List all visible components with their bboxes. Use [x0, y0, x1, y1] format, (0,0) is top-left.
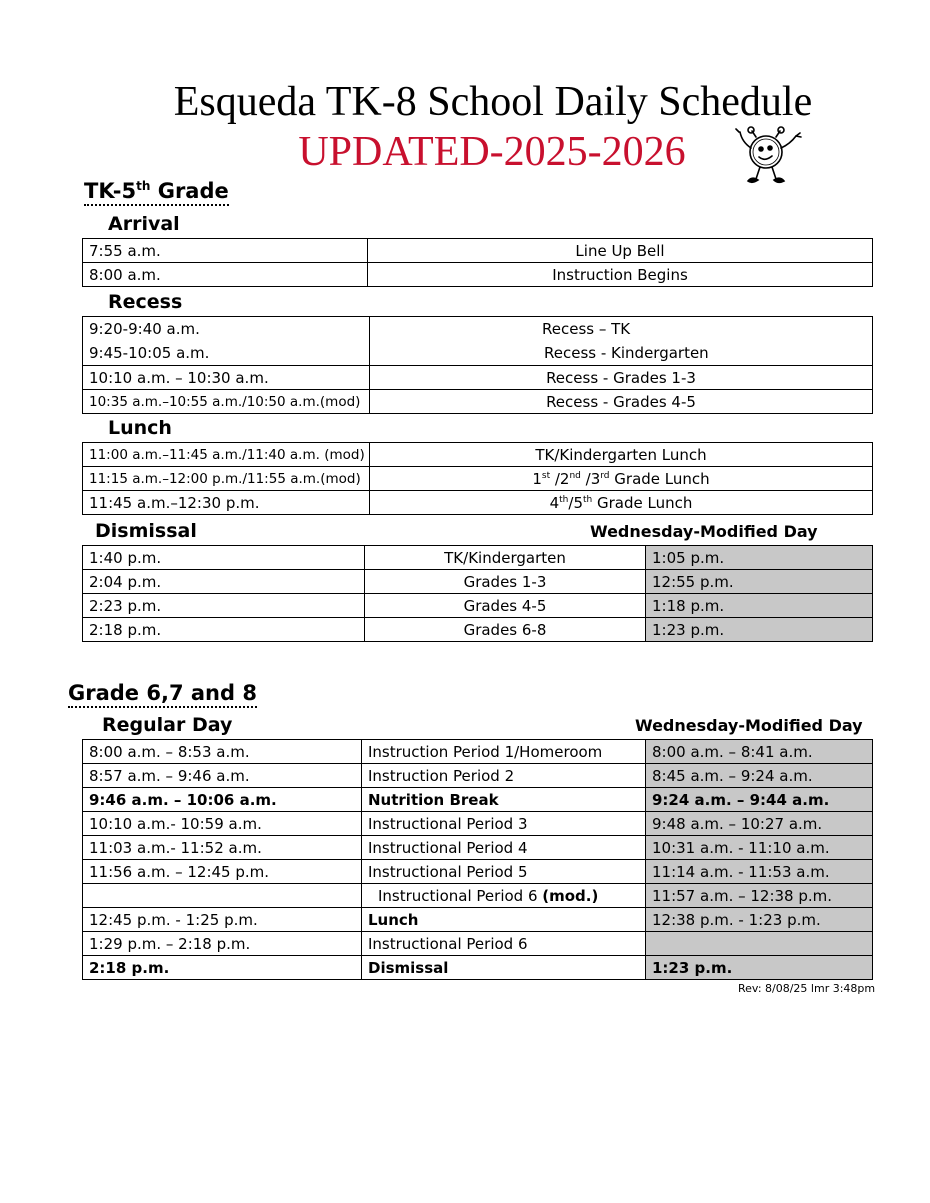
ms-period: Instructional Period 6 — [362, 932, 646, 956]
recess-time: 9:20-9:40 a.m. — [89, 320, 200, 338]
dismissal-time: 2:04 p.m. — [83, 570, 365, 594]
recess-events-cell — [370, 317, 873, 366]
ms-period: Instruction Period 2 — [362, 764, 646, 788]
dismissal-group: TK/Kindergarten — [365, 546, 646, 570]
ms-time: 8:57 a.m. – 9:46 a.m. — [83, 764, 362, 788]
table-row — [83, 491, 873, 515]
table-row — [83, 884, 873, 908]
table-row — [83, 618, 873, 642]
ms-time: 1:29 p.m. – 2:18 p.m. — [83, 932, 362, 956]
arrival-table — [82, 238, 873, 287]
ms-time: 9:46 a.m. – 10:06 a.m. — [83, 788, 362, 812]
table-row — [83, 812, 873, 836]
table-row — [83, 317, 873, 366]
ms-modified-time: 12:38 p.m. - 1:23 p.m. — [646, 908, 873, 932]
grade-6-8-heading: Grade 6,7 and 8 — [68, 680, 257, 708]
clock-mascot-icon — [732, 124, 804, 190]
table-row — [83, 788, 873, 812]
lunch-event: TK/Kindergarten Lunch — [370, 443, 873, 467]
ms-period: Instructional Period 5 — [362, 860, 646, 884]
arrival-label: Arrival — [108, 213, 180, 235]
lunch-time: 11:15 a.m.–12:00 p.m./11:55 a.m.(mod) — [83, 467, 370, 491]
page-title: Esqueda TK-8 School Daily Schedule — [173, 79, 813, 125]
ms-modified-time: 10:31 a.m. - 11:10 a.m. — [646, 836, 873, 860]
ms-time: 8:00 a.m. – 8:53 a.m. — [83, 740, 362, 764]
table-row — [83, 956, 873, 980]
ms-time: 11:56 a.m. – 12:45 p.m. — [83, 860, 362, 884]
recess-event: Recess – TK — [542, 320, 631, 338]
recess-event: Recess - Grades 1-3 — [370, 366, 873, 390]
table-row — [83, 390, 873, 414]
recess-event: Recess - Kindergarten — [544, 344, 709, 362]
dismissal-modified-time: 1:05 p.m. — [646, 546, 873, 570]
ms-period: Instructional Period 3 — [362, 812, 646, 836]
ms-period: Instructional Period 6 (mod.) — [362, 884, 646, 908]
table-row — [83, 860, 873, 884]
lunch-time: 11:45 a.m.–12:30 p.m. — [83, 491, 370, 515]
ms-period: Nutrition Break — [362, 788, 646, 812]
ms-period: Lunch — [362, 908, 646, 932]
table-row — [83, 443, 873, 467]
ms-time — [83, 884, 362, 908]
dismissal-modified-time: 12:55 p.m. — [646, 570, 873, 594]
ms-modified-time: 1:23 p.m. — [646, 956, 873, 980]
regular-day-label: Regular Day — [102, 714, 233, 736]
table-row — [83, 570, 873, 594]
table-row — [83, 546, 873, 570]
dismissal-table — [82, 545, 873, 642]
table-row — [83, 908, 873, 932]
table-row — [83, 239, 873, 263]
table-row — [83, 263, 873, 287]
ms-modified-time — [646, 932, 873, 956]
ms-modified-time: 9:48 a.m. – 10:27 a.m. — [646, 812, 873, 836]
revision-note: Rev: 8/08/25 lmr 3:48pm — [738, 982, 876, 995]
dismissal-group: Grades 6-8 — [365, 618, 646, 642]
table-row — [83, 366, 873, 390]
ms-period: Instruction Period 1/Homeroom — [362, 740, 646, 764]
ms-modified-time: 11:57 a.m. – 12:38 p.m. — [646, 884, 873, 908]
dismissal-time: 2:18 p.m. — [83, 618, 365, 642]
table-row — [83, 467, 873, 491]
ms-period: Dismissal — [362, 956, 646, 980]
dismissal-modified-time: 1:18 p.m. — [646, 594, 873, 618]
lunch-event: 1st /2nd /3rd Grade Lunch — [370, 467, 873, 491]
arrival-event: Line Up Bell — [368, 239, 873, 263]
ms-period: Instructional Period 4 — [362, 836, 646, 860]
arrival-time: 8:00 a.m. — [83, 263, 368, 287]
ms-time: 11:03 a.m.- 11:52 a.m. — [83, 836, 362, 860]
lunch-time: 11:00 a.m.–11:45 a.m./11:40 a.m. (mod) — [83, 443, 370, 467]
recess-label: Recess — [108, 291, 183, 313]
table-row — [83, 740, 873, 764]
arrival-time: 7:55 a.m. — [83, 239, 368, 263]
page-subtitle: UPDATED-2025-2026 — [298, 129, 686, 175]
ms-time: 2:18 p.m. — [83, 956, 362, 980]
table-row — [83, 932, 873, 956]
lunch-event: 4th/5th Grade Lunch — [370, 491, 873, 515]
table-row — [83, 594, 873, 618]
grade-6-8-table — [82, 739, 873, 980]
dismissal-modified-label: Wednesday-Modified Day — [590, 522, 818, 541]
ms-time: 12:45 p.m. - 1:25 p.m. — [83, 908, 362, 932]
recess-event: Recess - Grades 4-5 — [370, 390, 873, 414]
table-row — [83, 764, 873, 788]
ms-modified-time: 8:45 a.m. – 9:24 a.m. — [646, 764, 873, 788]
recess-times-cell — [83, 317, 370, 366]
ms-modified-time: 11:14 a.m. - 11:53 a.m. — [646, 860, 873, 884]
arrival-event: Instruction Begins — [368, 263, 873, 287]
dismissal-time: 2:23 p.m. — [83, 594, 365, 618]
ms-modified-time: 8:00 a.m. – 8:41 a.m. — [646, 740, 873, 764]
lunch-label: Lunch — [108, 417, 172, 439]
lunch-table — [82, 442, 873, 515]
recess-time: 10:10 a.m. – 10:30 a.m. — [83, 366, 370, 390]
recess-table — [82, 316, 873, 414]
ms-modified-time: 9:24 a.m. – 9:44 a.m. — [646, 788, 873, 812]
ms-modified-label: Wednesday-Modified Day — [635, 716, 863, 735]
dismissal-label: Dismissal — [95, 520, 197, 542]
recess-time: 10:35 a.m.–10:55 a.m./10:50 a.m.(mod) — [83, 390, 370, 414]
dismissal-modified-time: 1:23 p.m. — [646, 618, 873, 642]
tk5-heading: TK-5th Grade — [84, 178, 229, 206]
dismissal-time: 1:40 p.m. — [83, 546, 365, 570]
ms-time: 10:10 a.m.- 10:59 a.m. — [83, 812, 362, 836]
table-row — [83, 836, 873, 860]
dismissal-group: Grades 4-5 — [365, 594, 646, 618]
dismissal-group: Grades 1-3 — [365, 570, 646, 594]
recess-time: 9:45-10:05 a.m. — [89, 344, 210, 362]
